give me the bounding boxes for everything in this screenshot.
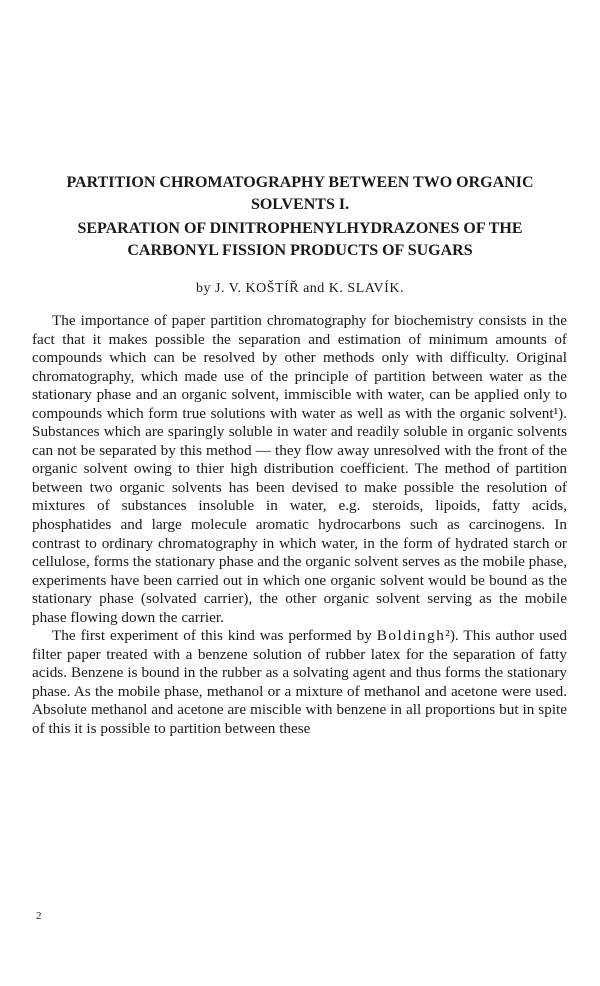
- author-byline: by J. V. KOŠTÍŘ and K. SLAVÍK.: [196, 281, 404, 296]
- page-number: 2: [36, 910, 42, 922]
- paragraph-2: [32, 627, 567, 738]
- paragraph-2-intro: The first experiment of this kind was performed by: [52, 627, 377, 645]
- paragraph-2-rest: . This author used filter paper treated with a benzene solution of rubber latex for the separation of fatty acids. Benzene is bound in the rubber as a solvating agent and thus forms the stationary phase. As the mobile phase, methanol or a mixture of methanol and acetone were used. Absolute methanol and acetone are miscible with benzene in all proportions but in spite of this it is possible to partition between these: [32, 627, 567, 738]
- body-text: [32, 312, 567, 739]
- article-title-part-2: SEPARATION OF DINITROPHENYLHYDRAZONES OF THE CARBONYL FISSION PRODUCTS OF SUGARS: [77, 220, 523, 259]
- paragraph-1: The importance of paper partition chromatography for biochemistry consists in the fact that it makes possible the separation and estimation of minimum amounts of compounds which can be resolved by other methods only with difficulty. Original chromatography, which made use of the principle of partition between water as the stationary phase and an organic solvent, immiscible with water, can be applied only to compounds which form true solutions with water as well as with the organic solvent¹). Substances which are sparingly soluble in water and readily soluble in organic solvents can not be separated by this method — they flow away unresolved with the front of the organic solvent owing to thier high distribution coefficient. The method of partition between two organic solvents has been devised to make possible the resolution of mixtures of substances insoluble in water, e.g. steroids, lipoids, fatty acids, phosphatides and large molecule aromatic hydrocarbons such as carcinogens. In contrast to ordinary chromatography in which water, in the form of hydrated starch or cellulose, forms the stationary phase and the organic solvent serves as the mobile phase, experiments have been carried out in which one organic solvent would be bound as the stationary phase (solvated carrier), the other organic solvent serving as the mobile phase flowing down the carrier.: [32, 312, 567, 626]
- reference-mark: ²): [445, 627, 455, 645]
- article-title-part-1: PARTITION CHROMATOGRAPHY BETWEEN TWO ORGANIC SOLVENTS I.: [66, 174, 534, 213]
- cited-author: Boldingh: [376, 627, 446, 645]
